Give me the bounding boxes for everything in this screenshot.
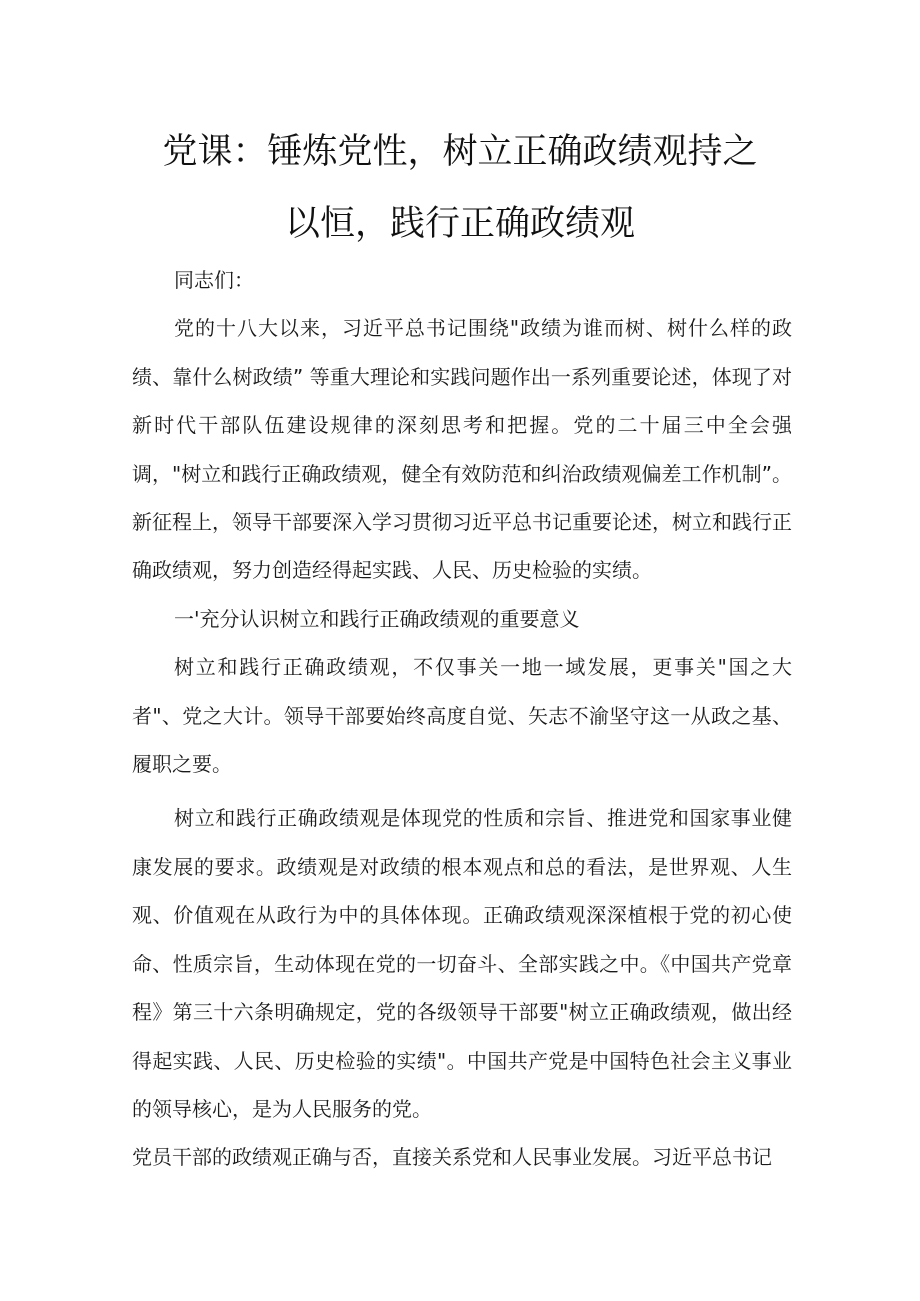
paragraph-cadre-outlook: 党员干部的政绩观正确与否，直接关系党和人民事业发展。习近平总书记 xyxy=(132,1145,772,1170)
section-heading-1: 一'充分认识树立和践行正确政绩观的重要意义 xyxy=(174,606,580,631)
title-line-2: 以恒，践行正确政绩观 xyxy=(284,204,635,244)
paragraph-intro: 党的十八大以来，习近平总书记围绕"政绩为谁而树、树什么样的政绩、靠什么树政绩” 等重大理论和实践问题作出一系列重要论述，体现了对新时代干部队伍建设规律的深刻思考和把握。党的二十届三中全会强调，"树立和践行正确政绩观，健全有效防范和纠治政绩观偏差工作机制”。新征程上，领导干部要深入学习贯彻习近平总书记重要论述，树立和践行正确政绩观，努力创造经得起实践、人民、历史检验的实绩。 xyxy=(132,316,792,583)
document-body xyxy=(132,256,792,1182)
salutation: 同志们： xyxy=(174,268,254,292)
page-title xyxy=(130,116,790,260)
title-line-1: 党课：锤炼党性，树立正确政绩观持之 xyxy=(162,132,758,172)
paragraph-significance: 树立和践行正确政绩观，不仅事关一地一域发展，更事关"国之大者"、党之大计。领导干部要始终高度自觉、矢志不渝坚守这一从政之基、履职之要。 xyxy=(132,655,792,777)
paragraph-party-nature: 树立和践行正确政绩观是体现党的性质和宗旨、推进党和国家事业健康发展的要求。政绩观是对政绩的根本观点和总的看法，是世界观、人生观、价值观在从政行为中的具体体现。正确政绩观深深植根于党的初心使命、性质宗旨，生动体现在党的一切奋斗、全部实践之中。《中国共产党章程》第三十六条明确规定，党的各级领导干部要"树立正确政绩观，做出经得起实践、人民、历史检验的实绩"。中国共产党是中国特色社会主义事业的领导核心，是为人民服务的党。 xyxy=(132,806,792,1121)
